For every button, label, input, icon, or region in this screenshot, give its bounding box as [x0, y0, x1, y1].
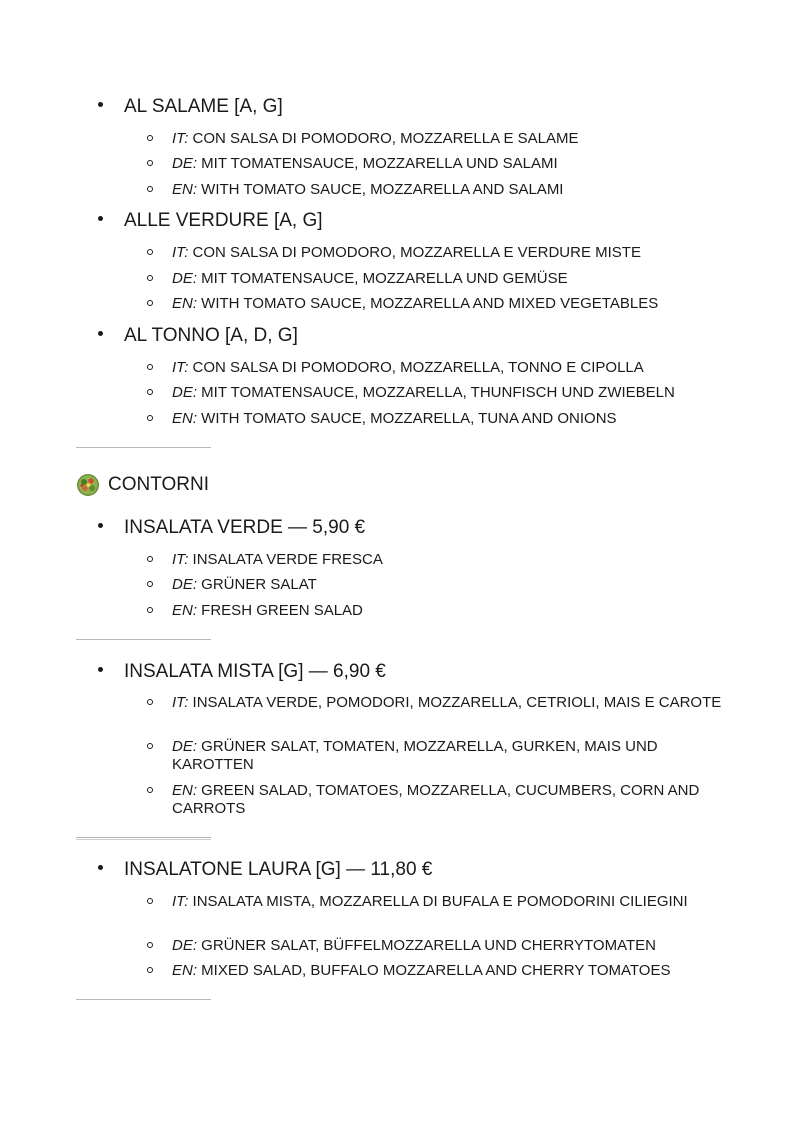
description-text: CON SALSA DI POMODORO, MOZZARELLA, TONNO E CIPOLLA: [188, 359, 644, 376]
description-de: [172, 155, 732, 173]
description-text: GRÜNER SALAT: [197, 576, 317, 593]
sub-bullet: [147, 898, 153, 904]
lang-label: DE:: [172, 270, 198, 287]
description-it: [172, 551, 732, 569]
sub-bullet: [147, 364, 153, 370]
lang-label: EN:: [172, 410, 198, 427]
description-de: [172, 270, 732, 288]
sub-bullet: [147, 275, 153, 281]
bullet: [98, 523, 103, 528]
salad-bowl-icon: [76, 473, 100, 497]
sub-bullet: [147, 389, 153, 395]
description-it: [172, 893, 732, 911]
sub-bullet: [147, 607, 153, 613]
description-text: FRESH GREEN SALAD: [197, 602, 363, 619]
section-title-contorni: CONTORNI: [108, 474, 209, 495]
sub-bullet: [147, 743, 153, 749]
sub-bullet: [147, 186, 153, 192]
bullet: [98, 216, 103, 221]
sub-bullet: [147, 135, 153, 141]
description-text: WITH TOMATO SAUCE, MOZZARELLA, TUNA AND ONIONS: [197, 410, 617, 427]
description-en: [172, 295, 732, 313]
lang-label: IT:: [172, 694, 189, 711]
divider: [76, 837, 211, 840]
sub-bullet: [147, 581, 153, 587]
description-de: [172, 576, 732, 594]
description-text: GRÜNER SALAT, BÜFFELMOZZARELLA UND CHERRYTOMATEN: [197, 937, 656, 954]
description-text: GRÜNER SALAT, TOMATEN, MOZZARELLA, GURKEN, MAIS UND KAROTTEN: [172, 738, 658, 773]
lang-label: EN:: [172, 181, 198, 198]
description-en: [172, 181, 732, 199]
lang-label: EN:: [172, 782, 198, 799]
divider: [76, 639, 211, 640]
sub-bullet: [147, 942, 153, 948]
sub-bullet: [147, 415, 153, 421]
description-text: INSALATA VERDE FRESCA: [188, 551, 383, 568]
description-it: [172, 130, 732, 148]
description-it: [172, 359, 732, 377]
description-text: MIXED SALAD, BUFFALO MOZZARELLA AND CHERRY TOMATOES: [197, 962, 671, 979]
description-en: [172, 962, 732, 980]
description-text: INSALATA VERDE, POMODORI, MOZZARELLA, CETRIOLI, MAIS E CAROTE: [188, 694, 722, 711]
sub-bullet: [147, 699, 153, 705]
sub-bullet: [147, 160, 153, 166]
lang-label: IT:: [172, 244, 189, 261]
description-it: [172, 244, 732, 262]
lang-label: DE:: [172, 384, 198, 401]
bullet: [98, 331, 103, 336]
item-title: INSALATONE LAURA [G] — 11,80 €: [124, 859, 433, 880]
lang-label: IT:: [172, 130, 189, 147]
lang-label: EN:: [172, 602, 198, 619]
description-en: [172, 602, 732, 620]
description-de: [172, 937, 732, 955]
item-title: ALLE VERDURE [A, G]: [124, 210, 323, 231]
lang-label: DE:: [172, 937, 198, 954]
description-de: [172, 384, 732, 402]
sub-bullet: [147, 967, 153, 973]
sub-bullet: [147, 300, 153, 306]
item-title: INSALATA MISTA [G] — 6,90 €: [124, 661, 386, 682]
lang-label: DE:: [172, 738, 198, 755]
description-text: WITH TOMATO SAUCE, MOZZARELLA AND MIXED VEGETABLES: [197, 295, 659, 312]
description-text: GREEN SALAD, TOMATOES, MOZZARELLA, CUCUMBERS, CORN AND CARROTS: [172, 782, 700, 817]
sub-bullet: [147, 787, 153, 793]
bullet: [98, 865, 103, 870]
description-it: [172, 694, 732, 712]
lang-label: DE:: [172, 576, 198, 593]
divider: [76, 999, 211, 1000]
description-text: MIT TOMATENSAUCE, MOZZARELLA UND GEMÜSE: [197, 270, 568, 287]
description-text: CON SALSA DI POMODORO, MOZZARELLA E SALAME: [188, 130, 579, 147]
item-title: AL SALAME [A, G]: [124, 96, 283, 117]
lang-label: IT:: [172, 893, 189, 910]
description-text: WITH TOMATO SAUCE, MOZZARELLA AND SALAMI: [197, 181, 564, 198]
lang-label: IT:: [172, 551, 189, 568]
item-title: AL TONNO [A, D, G]: [124, 325, 298, 346]
description-en: [172, 410, 732, 428]
description-text: INSALATA MISTA, MOZZARELLA DI BUFALA E POMODORINI CILIEGINI: [188, 893, 688, 910]
lang-label: EN:: [172, 962, 198, 979]
description-de: [172, 738, 732, 774]
lang-label: IT:: [172, 359, 189, 376]
description-text: CON SALSA DI POMODORO, MOZZARELLA E VERDURE MISTE: [188, 244, 641, 261]
bullet: [98, 667, 103, 672]
lang-label: DE:: [172, 155, 198, 172]
bullet: [98, 102, 103, 107]
description-text: MIT TOMATENSAUCE, MOZZARELLA, THUNFISCH UND ZWIEBELN: [197, 384, 675, 401]
description-en: [172, 782, 732, 818]
description-text: MIT TOMATENSAUCE, MOZZARELLA UND SALAMI: [197, 155, 558, 172]
sub-bullet: [147, 556, 153, 562]
lang-label: EN:: [172, 295, 198, 312]
item-title: INSALATA VERDE — 5,90 €: [124, 517, 366, 538]
sub-bullet: [147, 249, 153, 255]
divider: [76, 447, 211, 448]
